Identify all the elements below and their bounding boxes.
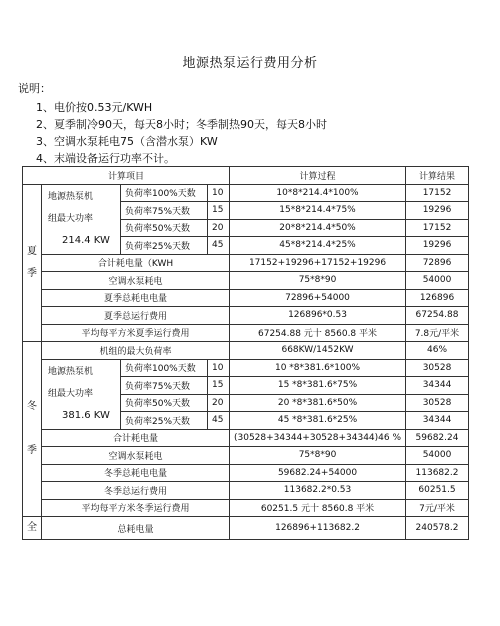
- table-row: [23, 342, 469, 360]
- calc-process: 67254.88 元十 8560.8 平米: [230, 324, 406, 342]
- table-row: [23, 307, 469, 325]
- calc-result: 30528: [406, 359, 469, 377]
- calc-process: 668KW/1452KW: [230, 342, 406, 360]
- calc-process: 60251.5 元十 8560.8 平米: [230, 499, 406, 517]
- total-label: 平均每平方米冬季运行费用: [42, 499, 230, 517]
- calc-process: 17152+19296+17152+19296: [230, 254, 406, 272]
- total-label: 平均每平方米夏季运行费用: [42, 324, 230, 342]
- calc-process: 45*8*214.4*25%: [230, 237, 406, 255]
- days-value: 15: [208, 202, 230, 220]
- calc-process: 75*8*90: [230, 272, 406, 290]
- days-value: 10: [208, 359, 230, 377]
- table-row: [23, 184, 469, 202]
- calc-process: 75*8*90: [230, 447, 406, 465]
- header-result: 计算结果: [406, 167, 469, 185]
- load-rate-label: 负荷率50%天数: [121, 394, 208, 412]
- summer-unit-label-2: 组最大功率: [48, 214, 94, 224]
- days-value: 10: [208, 184, 230, 202]
- calc-result: 7元/平米: [406, 499, 469, 517]
- calc-result: 7.8元/平米: [406, 324, 469, 342]
- calc-process: 45 *8*381.6*25%: [230, 412, 406, 430]
- description-heading: 说明：: [18, 82, 51, 95]
- total-label: 空调水泵耗电: [42, 447, 230, 465]
- total-label: 空调水泵耗电: [42, 272, 230, 290]
- total-label: 夏季总运行费用: [42, 307, 230, 325]
- calc-result: 126896: [406, 289, 469, 307]
- calc-result: 113682.2: [406, 464, 469, 482]
- calc-process: 20*8*214.4*50%: [230, 219, 406, 237]
- days-value: 20: [208, 394, 230, 412]
- cost-analysis-table: [22, 166, 469, 540]
- annual-season-label: 全: [23, 517, 42, 540]
- calc-process: 126896*0.53: [230, 307, 406, 325]
- calc-result: 34344: [406, 377, 469, 395]
- days-value: 45: [208, 237, 230, 255]
- table-row: [23, 464, 469, 482]
- winter-unit-power-cell: [42, 359, 121, 429]
- calc-result: 30528: [406, 394, 469, 412]
- calc-result: 60251.5: [406, 482, 469, 500]
- table-row: [23, 324, 469, 342]
- winter-season-label: 冬 季: [23, 342, 42, 517]
- table-row: [23, 359, 469, 377]
- calc-result: 72896: [406, 254, 469, 272]
- calc-process: 126896+113682.2: [230, 517, 406, 540]
- table-row: [23, 517, 469, 540]
- calc-process: (30528+34344+30528+34344)46 %: [230, 429, 406, 447]
- load-rate-label: 负荷率75%天数: [121, 377, 208, 395]
- calc-result: 54000: [406, 447, 469, 465]
- calc-process: 15 *8*381.6*75%: [230, 377, 406, 395]
- note-electricity-price: 1、电价按0.53元/KWH: [36, 101, 153, 114]
- calc-result: 54000: [406, 272, 469, 290]
- winter-unit-label-2: 组最大功率: [48, 389, 94, 399]
- calc-process: 20 *8*381.6*50%: [230, 394, 406, 412]
- days-value: 20: [208, 219, 230, 237]
- calc-result: 17152: [406, 184, 469, 202]
- table-row: [23, 482, 469, 500]
- calc-process: 15*8*214.4*75%: [230, 202, 406, 220]
- table-row: [23, 289, 469, 307]
- header-item: 计算项目: [23, 167, 230, 185]
- total-label: 冬季总耗电电量: [42, 464, 230, 482]
- max-load-label: 机组的最大负荷率: [42, 342, 230, 360]
- calc-result: 46%: [406, 342, 469, 360]
- summer-unit-power-cell: [42, 184, 121, 254]
- note-pump-power: 3、空调水泵耗电75（含潜水泵）KW: [36, 135, 218, 148]
- calc-result: 19296: [406, 237, 469, 255]
- days-value: 45: [208, 412, 230, 430]
- calc-result: 67254.88: [406, 307, 469, 325]
- calc-process: 10 *8*381.6*100%: [230, 359, 406, 377]
- summer-unit-power: 214.4 KW: [62, 235, 110, 246]
- table-row: [23, 447, 469, 465]
- winter-unit-power: 381.6 KW: [62, 410, 110, 421]
- table-row: [23, 272, 469, 290]
- note-terminal-devices: 4、末端设备运行功率不计。: [36, 152, 175, 165]
- calc-result: 19296: [406, 202, 469, 220]
- calc-result: 240578.2: [406, 517, 469, 540]
- summer-unit-label-1: 地源热泵机: [48, 192, 94, 202]
- total-label: 冬季总运行费用: [42, 482, 230, 500]
- calc-result: 17152: [406, 219, 469, 237]
- load-rate-label: 负荷率50%天数: [121, 219, 208, 237]
- load-rate-label: 负荷率25%天数: [121, 237, 208, 255]
- table-row: [23, 499, 469, 517]
- note-operating-days: 2、夏季制冷90天，每天8小时；冬季制热90天，每天8小时: [36, 118, 327, 131]
- total-label: 合计耗电量: [42, 429, 230, 447]
- calc-result: 59682.24: [406, 429, 469, 447]
- table-row: [23, 254, 469, 272]
- calc-process: 113682.2*0.53: [230, 482, 406, 500]
- calc-result: 34344: [406, 412, 469, 430]
- load-rate-label: 负荷率100%天数: [121, 184, 208, 202]
- total-label: 总耗电量: [42, 517, 230, 540]
- total-label: 合计耗电量（KWH: [42, 254, 230, 272]
- winter-unit-label-1: 地源热泵机: [48, 367, 94, 377]
- load-rate-label: 负荷率100%天数: [121, 359, 208, 377]
- calc-process: 59682.24+54000: [230, 464, 406, 482]
- table-row: [23, 429, 469, 447]
- summer-season-label: 夏 季: [23, 184, 42, 342]
- total-label: 夏季总耗电电量: [42, 289, 230, 307]
- calc-process: 10*8*214.4*100%: [230, 184, 406, 202]
- header-process: 计算过程: [230, 167, 406, 185]
- load-rate-label: 负荷率75%天数: [121, 202, 208, 220]
- page-title: 地源热泵运行费用分析: [182, 56, 318, 71]
- calc-process: 72896+54000: [230, 289, 406, 307]
- load-rate-label: 负荷率25%天数: [121, 412, 208, 430]
- days-value: 15: [208, 377, 230, 395]
- table-header-row: [23, 167, 469, 185]
